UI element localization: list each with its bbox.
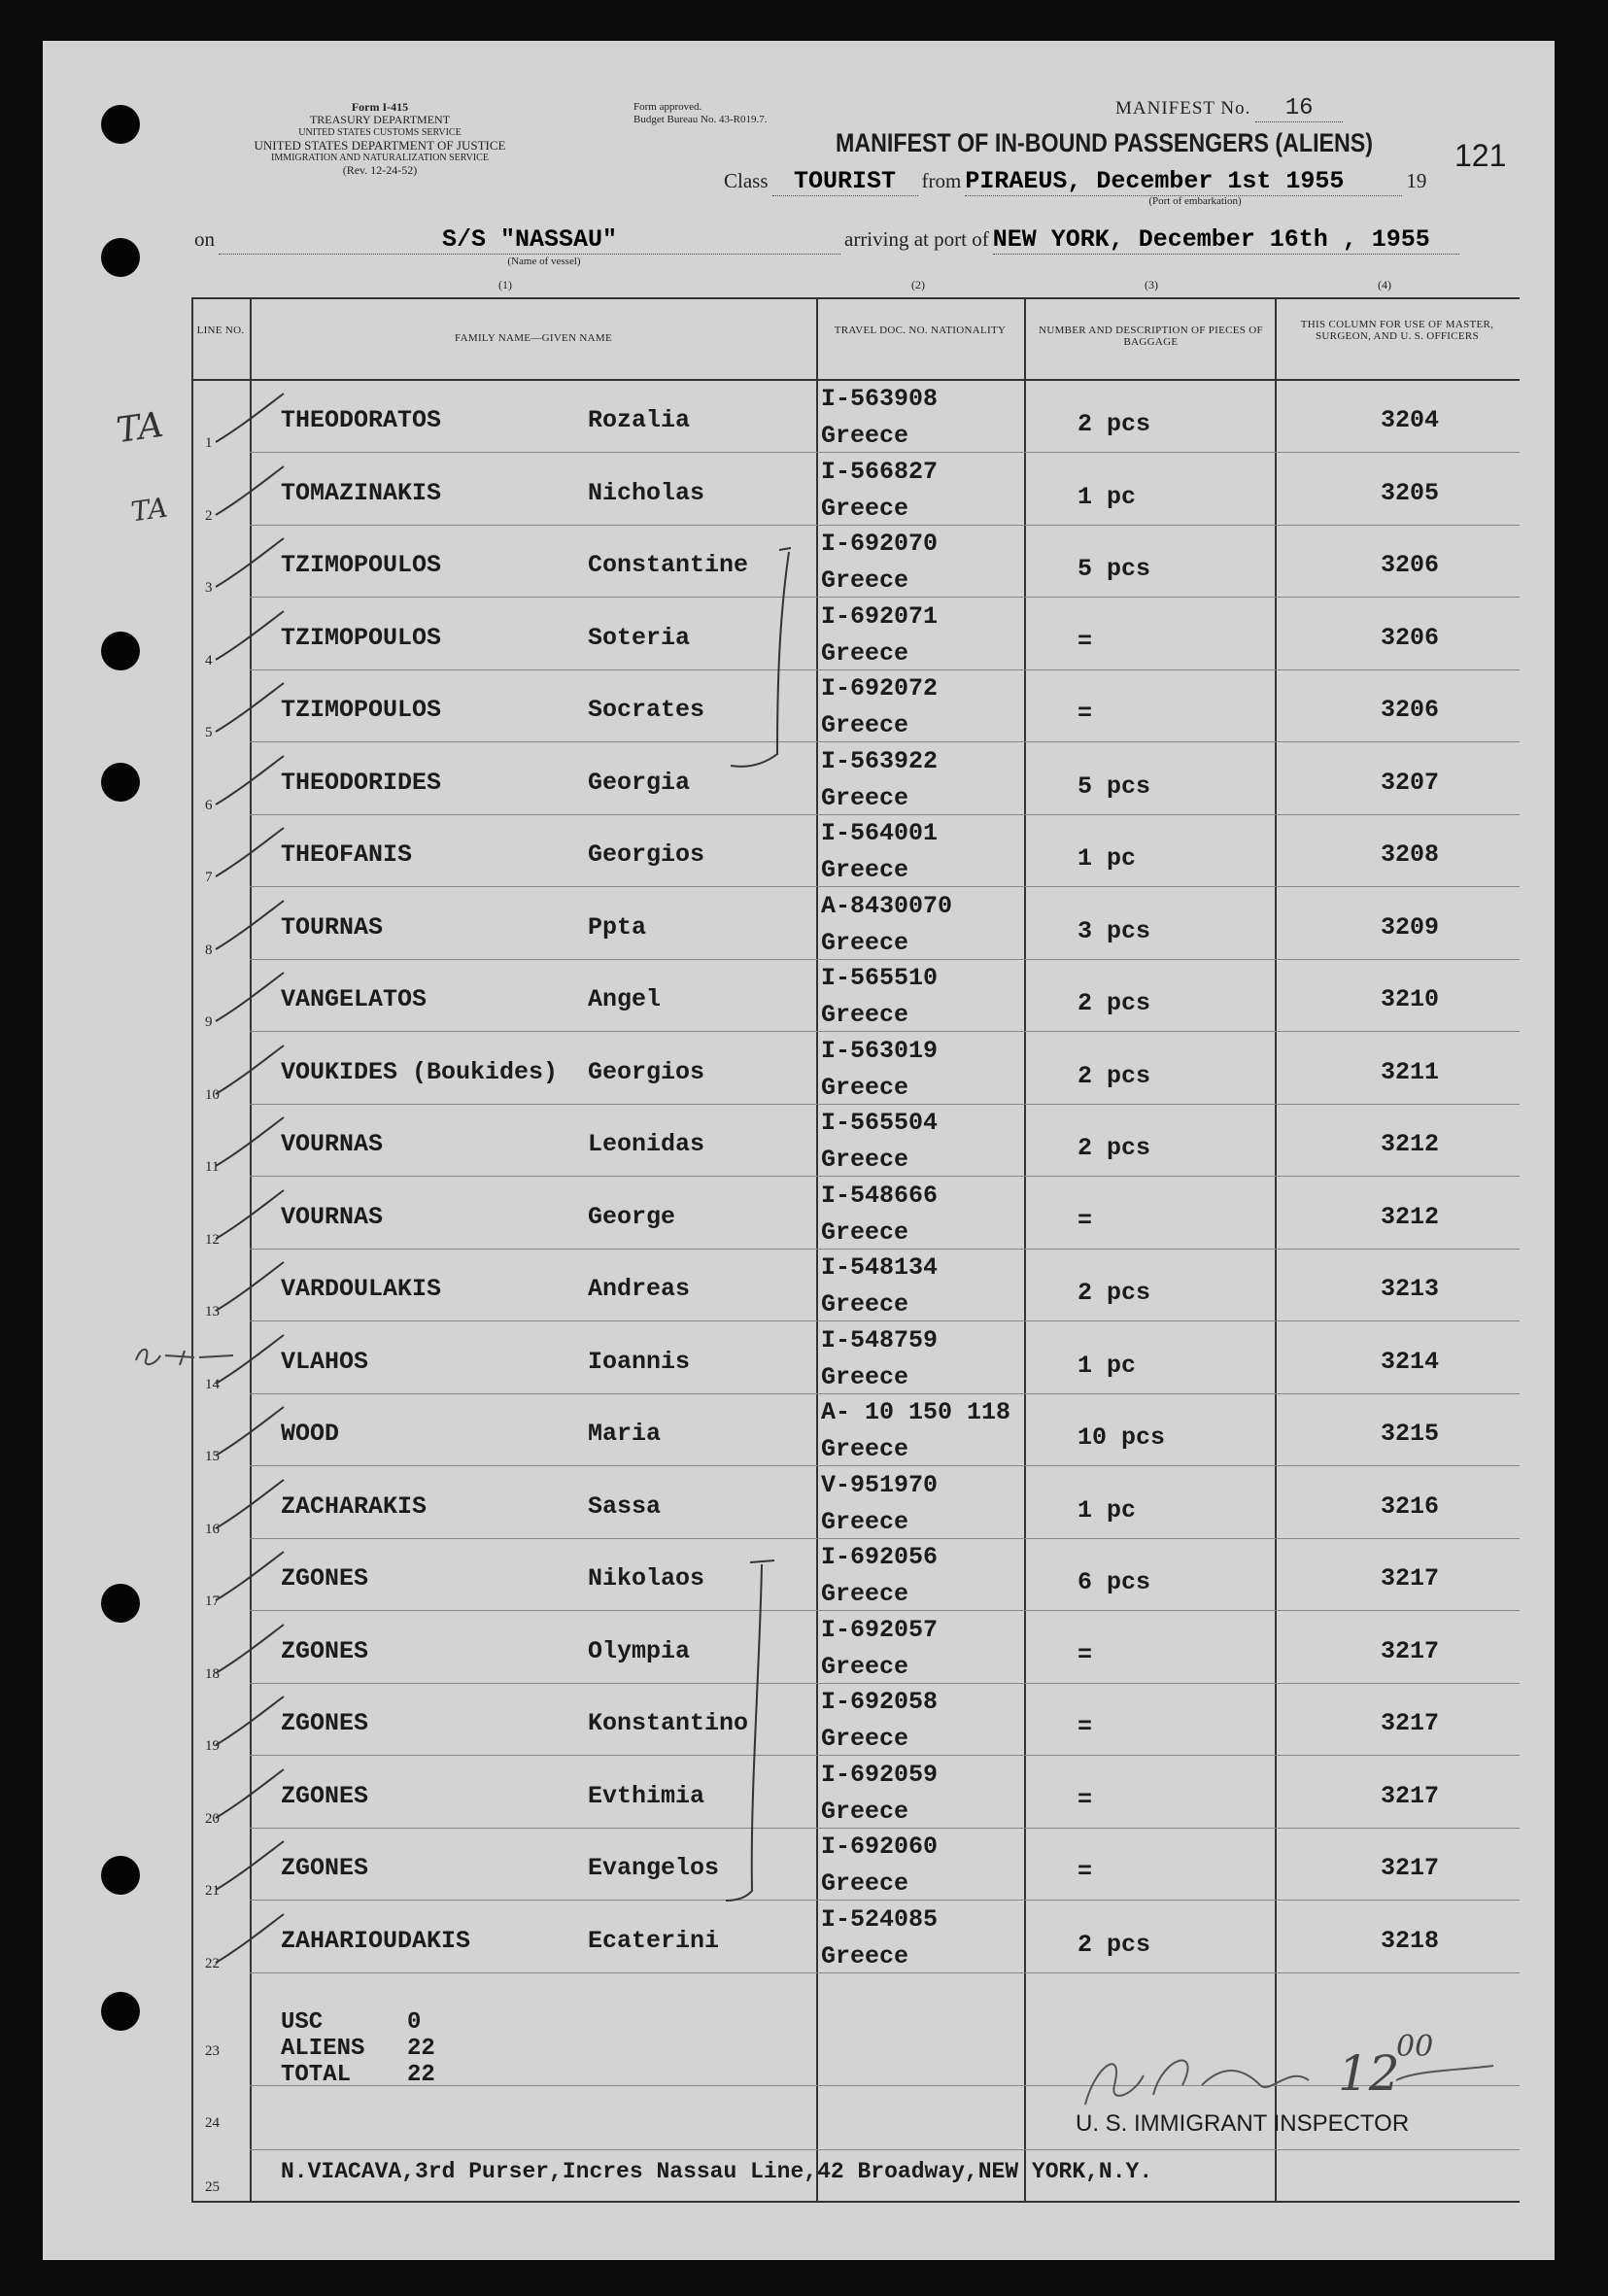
totals-block: [281, 2009, 435, 2088]
given-name: Georgia: [588, 768, 691, 797]
nationality: Greece: [821, 1362, 909, 1391]
baggage: =: [1078, 627, 1093, 656]
punch-hole: [101, 1584, 140, 1623]
family-name: VLAHOS: [281, 1347, 369, 1376]
officer-number: 3207: [1381, 768, 1440, 797]
table-row: [191, 1105, 1520, 1177]
line-number-25: 25: [205, 2179, 220, 2195]
baggage: 10 pcs: [1078, 1423, 1166, 1452]
officer-number: 3216: [1381, 1491, 1440, 1521]
family-name: ZAHARIOUDAKIS: [281, 1926, 471, 1955]
aliens-label: ALIENS: [281, 2036, 365, 2062]
travel-doc-number: I-692072: [821, 674, 939, 703]
class-value: TOURIST: [772, 167, 918, 196]
officer-number: 3210: [1381, 985, 1440, 1013]
baggage: =: [1078, 1858, 1093, 1886]
line-number-23: 23: [205, 2043, 220, 2059]
table-row: [191, 1467, 1520, 1539]
arriving-value: NEW YORK, December 16th , 1955: [993, 225, 1459, 255]
baggage: 5 pcs: [1078, 771, 1151, 801]
travel-doc-number: I-548134: [821, 1253, 939, 1282]
baggage: 1 pc: [1078, 1495, 1137, 1525]
punch-hole: [101, 632, 140, 670]
family-name: ZGONES: [281, 1709, 369, 1737]
officer-number: 3206: [1381, 623, 1440, 652]
baggage: =: [1078, 1206, 1093, 1235]
family-name: VANGELATOS: [281, 985, 428, 1013]
nationality: Greece: [821, 422, 909, 450]
family-name: THEOFANIS: [281, 840, 413, 869]
baggage: 3 pcs: [1078, 916, 1151, 945]
margin-scribble: [126, 1336, 243, 1375]
travel-doc-number: I-563922: [821, 746, 939, 775]
on-label: on: [194, 227, 215, 251]
nationality: Greece: [821, 1580, 909, 1608]
line-number: 15: [205, 1449, 220, 1464]
given-name: Rozalia: [588, 406, 691, 434]
table-row: [191, 1250, 1520, 1321]
punch-hole: [101, 763, 140, 802]
check-mark-icon: [211, 1836, 289, 1895]
form-number: Form I-415: [351, 100, 409, 114]
baggage: 2 pcs: [1078, 989, 1151, 1017]
column-header-name: FAMILY NAME—GIVEN NAME: [455, 332, 612, 344]
family-name: ZGONES: [281, 1781, 369, 1810]
budget-bureau: Budget Bureau No. 43-R019.7.: [633, 114, 768, 125]
immigration-service: IMMIGRATION AND NATURALIZATION SERVICE: [271, 153, 489, 163]
check-mark-icon: [211, 462, 289, 520]
family-name: ZGONES: [281, 1854, 369, 1882]
check-mark-icon: [211, 896, 289, 954]
total-label: TOTAL: [281, 2062, 352, 2088]
nationality: Greece: [821, 1290, 909, 1319]
year-suffix: 19: [1406, 169, 1427, 192]
table-row: [191, 888, 1520, 960]
baggage: 1 pc: [1078, 1351, 1137, 1380]
line-number: 19: [205, 1738, 220, 1754]
travel-doc-number: I-548666: [821, 1181, 939, 1210]
check-mark-icon: [211, 1547, 289, 1605]
travel-doc-number: I-564001: [821, 819, 939, 847]
given-name: Soteria: [588, 623, 691, 652]
officer-number: 3212: [1381, 1130, 1440, 1158]
vessel-name: S/S "NASSAU": [219, 225, 840, 255]
table-row: [191, 743, 1520, 815]
nationality: Greece: [821, 856, 909, 884]
form-approved: Form approved.: [633, 101, 702, 113]
aliens-value: 22: [407, 2036, 435, 2062]
line-number: 14: [205, 1376, 220, 1392]
column-header-baggage: NUMBER AND DESCRIPTION OF PIECES OF BAGGAGE: [1039, 325, 1263, 348]
given-name: Georgios: [588, 1057, 705, 1086]
check-mark-icon: [211, 1402, 289, 1460]
nationality: Greece: [821, 1001, 909, 1029]
family-name: VOURNAS: [281, 1202, 384, 1231]
port-embarkation-label: (Port of embarkation): [1148, 195, 1242, 207]
officer-number: 3211: [1381, 1057, 1440, 1086]
bracket-tzimopoulos: [721, 540, 808, 773]
check-mark-icon: [211, 751, 289, 809]
revision: (Rev. 12-24-52): [342, 163, 418, 177]
line-number: 6: [205, 797, 213, 813]
travel-doc-number: I-692059: [821, 1760, 939, 1789]
baggage: =: [1078, 1713, 1093, 1741]
family-name: TOURNAS: [281, 912, 384, 942]
check-mark-icon: [211, 823, 289, 881]
table-row: [191, 670, 1520, 742]
line-number-24: 24: [205, 2115, 220, 2131]
bracket-zgones: [721, 1551, 808, 1910]
check-mark-icon: [211, 389, 289, 447]
travel-doc-number: I-692071: [821, 601, 939, 631]
travel-doc-number: I-692058: [821, 1688, 939, 1716]
punch-hole: [101, 1992, 140, 2031]
baggage: 1 pc: [1078, 844, 1137, 873]
officer-number: 3218: [1381, 1926, 1440, 1955]
column-header-travel-doc: TRAVEL DOC. NO. NATIONALITY: [834, 325, 1007, 336]
check-mark-icon: [211, 1041, 289, 1099]
check-mark-icon: [211, 1257, 289, 1316]
officer-number: 3213: [1381, 1275, 1440, 1303]
officer-number: 3214: [1381, 1347, 1440, 1376]
treasury-department: TREASURY DEPARTMENT: [309, 113, 451, 126]
given-name: Leonidas: [588, 1130, 705, 1158]
officer-number: 3204: [1381, 406, 1440, 434]
travel-doc-number: I-524085: [821, 1904, 939, 1934]
justice-department: UNITED STATES DEPARTMENT OF JUSTICE: [254, 138, 506, 153]
line-number: 9: [205, 1014, 213, 1030]
family-name: ZGONES: [281, 1636, 369, 1665]
travel-doc-number: V-951970: [821, 1470, 939, 1499]
check-mark-icon: [211, 1692, 289, 1750]
officer-number: 3209: [1381, 912, 1440, 942]
travel-doc-number: I-692070: [821, 530, 939, 558]
officer-number: 3217: [1381, 1636, 1440, 1665]
family-name: VOUKIDES (Boukides): [281, 1057, 559, 1086]
table-row: [191, 1757, 1520, 1829]
column-header-officers: THIS COLUMN FOR USE OF MASTER, SURGEON, AND U. S. OFFICERS: [1300, 319, 1494, 342]
nationality: Greece: [821, 1797, 909, 1826]
given-name: Nicholas: [588, 478, 705, 507]
baggage: =: [1078, 1640, 1093, 1669]
travel-doc-number: I-692056: [821, 1543, 939, 1571]
nationality: Greece: [821, 494, 909, 523]
family-name: VARDOULAKIS: [281, 1275, 442, 1303]
line-number: 8: [205, 942, 213, 958]
margin-annotation-ta: TA: [128, 491, 170, 529]
table-row: [191, 454, 1520, 526]
officer-number: 3205: [1381, 478, 1440, 507]
baggage: 2 pcs: [1078, 1061, 1151, 1090]
nationality: Greece: [821, 1146, 909, 1174]
given-name: Ioannis: [588, 1347, 691, 1376]
nationality: Greece: [821, 566, 909, 595]
line-number: 1: [205, 435, 213, 451]
family-name: TZIMOPOULOS: [281, 623, 442, 652]
nationality: Greece: [821, 1435, 909, 1463]
punch-hole: [101, 238, 140, 277]
table-row: [191, 1033, 1520, 1105]
travel-doc-number: I-563908: [821, 385, 939, 413]
given-name: Sassa: [588, 1491, 662, 1521]
line-number: 2: [205, 507, 213, 524]
officer-number: 3212: [1381, 1202, 1440, 1231]
table-row: [191, 1394, 1520, 1466]
line-number: 18: [205, 1665, 220, 1682]
line-number: 11: [205, 1159, 220, 1175]
table-row: [191, 526, 1520, 598]
given-name: Evangelos: [588, 1854, 720, 1882]
check-mark-icon: [211, 1909, 289, 1968]
baggage: 2 pcs: [1078, 1279, 1151, 1307]
nationality: Greece: [821, 1869, 909, 1898]
arriving-label: arriving at port of: [844, 227, 989, 251]
line-number: 22: [205, 1955, 220, 1971]
usc-label: USC: [281, 2009, 324, 2036]
travel-doc-number: I-692060: [821, 1833, 939, 1861]
table-row: [191, 599, 1520, 670]
table-row: [191, 1829, 1520, 1901]
line-number: 13: [205, 1304, 220, 1319]
line-number: 5: [205, 725, 213, 740]
manifest-no-line: [1115, 95, 1343, 122]
page-number: 121: [1454, 138, 1507, 173]
baggage: =: [1078, 1785, 1093, 1814]
nationality: Greece: [821, 1217, 909, 1247]
given-name: George: [588, 1202, 676, 1231]
signature-superscript: 00: [1396, 2030, 1434, 2064]
family-name: WOOD: [281, 1420, 340, 1448]
given-name: Georgios: [588, 840, 705, 869]
column-number-3: (3): [1145, 278, 1158, 291]
from-label: from: [921, 169, 962, 192]
family-name: VOURNAS: [281, 1130, 384, 1158]
table-row: [191, 1178, 1520, 1250]
nationality: Greece: [821, 638, 909, 668]
family-name: THEODORIDES: [281, 768, 442, 797]
line-number: 17: [205, 1593, 220, 1609]
column-number-1: (1): [498, 278, 512, 291]
customs-service: UNITED STATES CUSTOMS SERVICE: [298, 127, 462, 138]
baggage: 2 pcs: [1078, 1930, 1151, 1959]
usc-value: 0: [407, 2009, 422, 2036]
officer-number: 3217: [1381, 1781, 1440, 1810]
officer-number: 3208: [1381, 840, 1440, 869]
line-number: 7: [205, 870, 213, 885]
vessel-name-label: (Name of vessel): [507, 256, 581, 267]
line-number: 10: [205, 1086, 220, 1103]
manifest-no-label: MANIFEST No.: [1115, 98, 1251, 119]
given-name: Ppta: [588, 912, 647, 942]
line-number: 16: [205, 1521, 220, 1537]
class-label: Class: [724, 169, 769, 192]
travel-doc-number: I-566827: [821, 457, 939, 486]
column-number-2: (2): [911, 278, 925, 291]
nationality: Greece: [821, 1507, 909, 1536]
table-row: [191, 960, 1520, 1032]
given-name: Ecaterini: [588, 1926, 720, 1955]
punch-hole: [101, 105, 140, 144]
check-mark-icon: [211, 1113, 289, 1171]
table-row: [191, 815, 1520, 887]
nationality: Greece: [821, 1941, 909, 1970]
vessel-line: [194, 225, 1459, 255]
baggage: 1 pc: [1078, 482, 1137, 511]
family-name: THEODORATOS: [281, 406, 442, 434]
check-mark-icon: [211, 1620, 289, 1678]
table-row: [191, 1322, 1520, 1394]
check-mark-icon: [211, 1185, 289, 1244]
nationality: Greece: [821, 928, 909, 957]
column-header-line-no: LINE NO.: [196, 325, 245, 336]
given-name: Nikolaos: [588, 1564, 705, 1593]
travel-doc-number: A- 10 150 118: [821, 1398, 1011, 1426]
officer-number: 3215: [1381, 1420, 1440, 1448]
officer-number: 3217: [1381, 1709, 1440, 1737]
officer-number: 3217: [1381, 1854, 1440, 1882]
signature-time: 12: [1338, 2045, 1400, 2102]
nationality: Greece: [821, 711, 909, 739]
purser-line: N.VIACAVA,3rd Purser,Incres Nassau Line,42 Broadway,NEW YORK,N.Y.: [281, 2159, 1153, 2184]
officer-number: 3206: [1381, 696, 1440, 724]
form-header-left: [190, 101, 569, 177]
travel-doc-number: I-563019: [821, 1036, 939, 1065]
manifest-no-value: 16: [1255, 95, 1343, 122]
baggage: 2 pcs: [1078, 1134, 1151, 1162]
given-name: Olympia: [588, 1636, 691, 1665]
line-number: 4: [205, 652, 213, 668]
check-mark-icon: [211, 1475, 289, 1533]
passenger-table: [191, 297, 1520, 2203]
check-mark-icon: [211, 678, 289, 737]
baggage: =: [1078, 700, 1093, 728]
travel-doc-number: I-565510: [821, 964, 939, 992]
baggage: 2 pcs: [1078, 410, 1151, 438]
given-name: Maria: [588, 1420, 662, 1448]
check-mark-icon: [211, 1765, 289, 1823]
officer-number: 3206: [1381, 551, 1440, 579]
margin-annotation-ta: TA: [114, 404, 166, 452]
line-number: 20: [205, 1810, 220, 1827]
table-row: [191, 1684, 1520, 1756]
check-mark-icon: [211, 533, 289, 592]
baggage: 6 pcs: [1078, 1568, 1151, 1596]
travel-doc-number: I-692057: [821, 1615, 939, 1644]
travel-doc-number: A-8430070: [821, 891, 953, 920]
table-row: [191, 1902, 1520, 1973]
table-row: [191, 381, 1520, 453]
family-name: ZACHARAKIS: [281, 1491, 428, 1521]
family-name: TZIMOPOULOS: [281, 696, 442, 724]
form-approved-block: [633, 101, 886, 126]
baggage: 5 pcs: [1078, 555, 1151, 583]
table-row: [191, 1539, 1520, 1611]
family-name: TZIMOPOULOS: [281, 551, 442, 579]
family-name: ZGONES: [281, 1564, 369, 1593]
nationality: Greece: [821, 1073, 909, 1102]
from-value: PIRAEUS, December 1st 1955: [965, 167, 1402, 196]
column-number-4: (4): [1378, 278, 1391, 291]
inspector-signature: [1066, 2027, 1513, 2114]
given-name: Konstantino: [588, 1709, 749, 1737]
nationality: Greece: [821, 783, 909, 812]
given-name: Socrates: [588, 696, 705, 724]
travel-doc-number: I-565504: [821, 1109, 939, 1137]
given-name: Angel: [588, 985, 662, 1013]
manifest-title: MANIFEST OF IN-BOUND PASSENGERS (ALIENS): [836, 128, 1374, 157]
line-number: 21: [205, 1883, 220, 1899]
given-name: Evthimia: [588, 1781, 705, 1810]
check-mark-icon: [211, 968, 289, 1026]
given-name: Andreas: [588, 1275, 691, 1303]
nationality: Greece: [821, 1725, 909, 1753]
nationality: Greece: [821, 1652, 909, 1681]
total-value: 22: [407, 2062, 435, 2088]
family-name: TOMAZINAKIS: [281, 478, 442, 507]
line-number: 3: [205, 580, 213, 596]
travel-doc-number: I-548759: [821, 1325, 939, 1354]
officer-number: 3217: [1381, 1564, 1440, 1593]
punch-hole: [101, 1856, 140, 1895]
inspector-label: U. S. IMMIGRANT INSPECTOR: [1076, 2110, 1410, 2137]
check-mark-icon: [211, 606, 289, 665]
class-line: [724, 167, 1426, 196]
line-number: 12: [205, 1231, 220, 1248]
given-name: Constantine: [588, 551, 749, 579]
table-row: [191, 1612, 1520, 1684]
